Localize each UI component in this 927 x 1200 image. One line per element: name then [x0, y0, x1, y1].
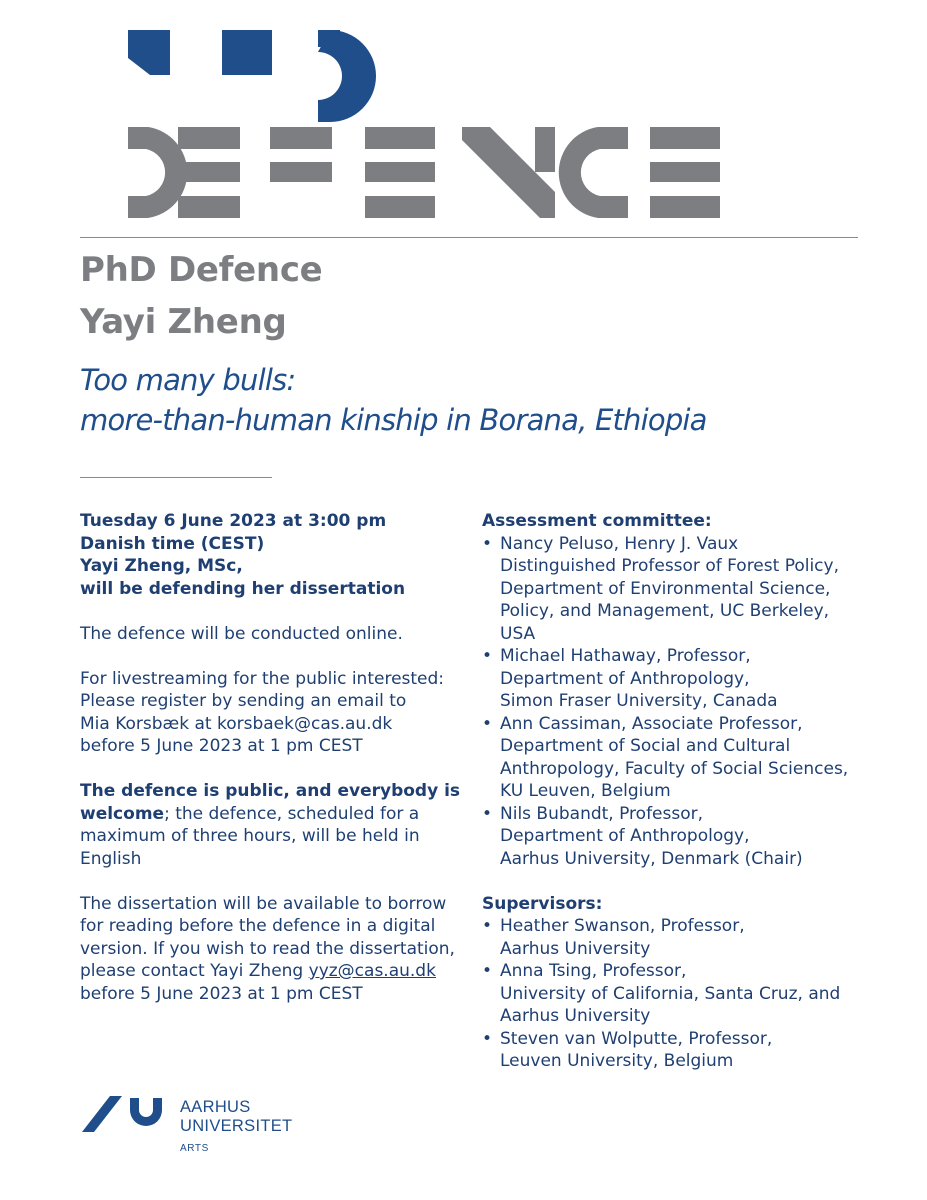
- bullet-icon: •: [482, 1028, 493, 1049]
- top-divider: [80, 237, 858, 238]
- list-line: Policy, and Management, UC Berkeley,: [500, 601, 830, 621]
- dissertation-line: version. If you wish to read the dissertation,: [80, 938, 455, 959]
- list-item: [482, 1028, 872, 1073]
- list-line: Simon Fraser University, Canada: [500, 691, 778, 711]
- candidate-line: Yayi Zheng, MSc,: [80, 556, 243, 576]
- bullet-icon: •: [482, 916, 493, 936]
- online-notice: The defence will be conducted online.: [80, 623, 403, 644]
- dissertation-line: The dissertation will be available to borrow: [80, 893, 447, 914]
- list-item: [482, 713, 872, 803]
- defending-line: will be defending her dissertation: [80, 578, 406, 599]
- short-divider: [80, 477, 272, 478]
- candidate-name: Yayi Zheng: [80, 302, 287, 342]
- supervisors-heading: Supervisors:: [482, 893, 603, 914]
- university-name-line1: AARHUS: [180, 1098, 251, 1116]
- list-line: University of California, Santa Cruz, and: [500, 983, 841, 1004]
- list-item: [482, 915, 872, 960]
- list-line: Department of Anthropology,: [500, 668, 750, 689]
- list-line: Heather Swanson, Professor,: [500, 916, 745, 936]
- list-item: [482, 533, 872, 646]
- aarhus-university-logo-icon: [80, 1092, 166, 1134]
- committee-list: [482, 533, 872, 871]
- dissertation-line: for reading before the defence in a digital: [80, 916, 436, 936]
- list-line: KU Leuven, Belgium: [500, 781, 671, 801]
- date-line: Tuesday 6 June 2023 at 3:00 pm: [80, 511, 387, 531]
- phd-defence-wordmark-graphic: [0, 0, 927, 240]
- list-line: Nils Bubandt, Professor,: [500, 803, 704, 824]
- list-line: Aarhus University: [500, 938, 651, 959]
- university-name: [180, 1098, 292, 1136]
- list-line: Leuven University, Belgium: [500, 1051, 734, 1071]
- list-item: [482, 960, 872, 1028]
- list-line: Aarhus University: [500, 1006, 651, 1026]
- livestream-line: before 5 June 2023 at 1 pm CEST: [80, 736, 363, 756]
- livestream-line: Mia Korsbæk at korsbaek@cas.au.dk: [80, 713, 393, 734]
- dissertation-subtitle: more-than-human kinship in Borana, Ethiopia: [80, 403, 707, 437]
- left-column: [80, 510, 470, 1005]
- list-line: Anthropology, Faculty of Social Sciences,: [500, 758, 849, 779]
- list-line: Aarhus University, Denmark (Chair): [500, 848, 803, 869]
- bullet-icon: •: [482, 961, 493, 981]
- list-line: Anna Tsing, Professor,: [500, 961, 687, 981]
- supervisors-list: [482, 915, 872, 1073]
- public-notice-line: maximum of three hours, will be held in: [80, 826, 420, 846]
- public-notice-line: English: [80, 848, 142, 869]
- bullet-icon: •: [482, 533, 493, 554]
- list-line: Michael Hathaway, Professor,: [500, 646, 751, 666]
- list-item: [482, 803, 872, 871]
- list-line: Department of Social and Cultural: [500, 736, 791, 756]
- faculty-label: ARTS: [180, 1143, 209, 1154]
- list-line: Steven van Wolputte, Professor,: [500, 1028, 773, 1049]
- bullet-icon: •: [482, 646, 493, 666]
- contact-prefix: please contact Yayi Zheng: [80, 961, 309, 981]
- defence-letters: [128, 127, 720, 218]
- list-line: Department of Environmental Science,: [500, 578, 831, 599]
- timezone-line: Danish time (CEST): [80, 533, 265, 554]
- list-line: USA: [500, 623, 536, 644]
- page-title: PhD Defence: [80, 250, 323, 290]
- bullet-icon: •: [482, 713, 493, 734]
- public-notice-rest: ; the defence, scheduled for a: [164, 803, 420, 824]
- public-notice-line: The defence is public, and everybody is: [80, 781, 461, 801]
- bullet-icon: •: [482, 803, 493, 824]
- deadline-line: before 5 June 2023 at 1 pm CEST: [80, 983, 363, 1004]
- livestream-line: For livestreaming for the public interested:: [80, 668, 445, 689]
- list-line: Nancy Peluso, Henry J. Vaux: [500, 533, 739, 554]
- public-notice-line: [80, 803, 470, 826]
- right-column: [482, 510, 872, 1073]
- university-name-line2: UNIVERSITET: [180, 1117, 293, 1135]
- list-line: Ann Cassiman, Associate Professor,: [500, 713, 803, 734]
- welcome-word: welcome: [80, 803, 165, 824]
- phd-letters: [128, 30, 376, 122]
- list-line: Distinguished Professor of Forest Policy,: [500, 556, 839, 576]
- dissertation-title: Too many bulls:: [80, 363, 296, 397]
- livestream-line: Please register by sending an email to: [80, 691, 407, 711]
- list-item: [482, 645, 872, 713]
- list-line: Department of Anthropology,: [500, 826, 750, 846]
- contact-email-link[interactable]: yyz@cas.au.dk: [308, 961, 436, 981]
- contact-line: [80, 960, 470, 983]
- committee-heading: Assessment committee:: [482, 511, 712, 531]
